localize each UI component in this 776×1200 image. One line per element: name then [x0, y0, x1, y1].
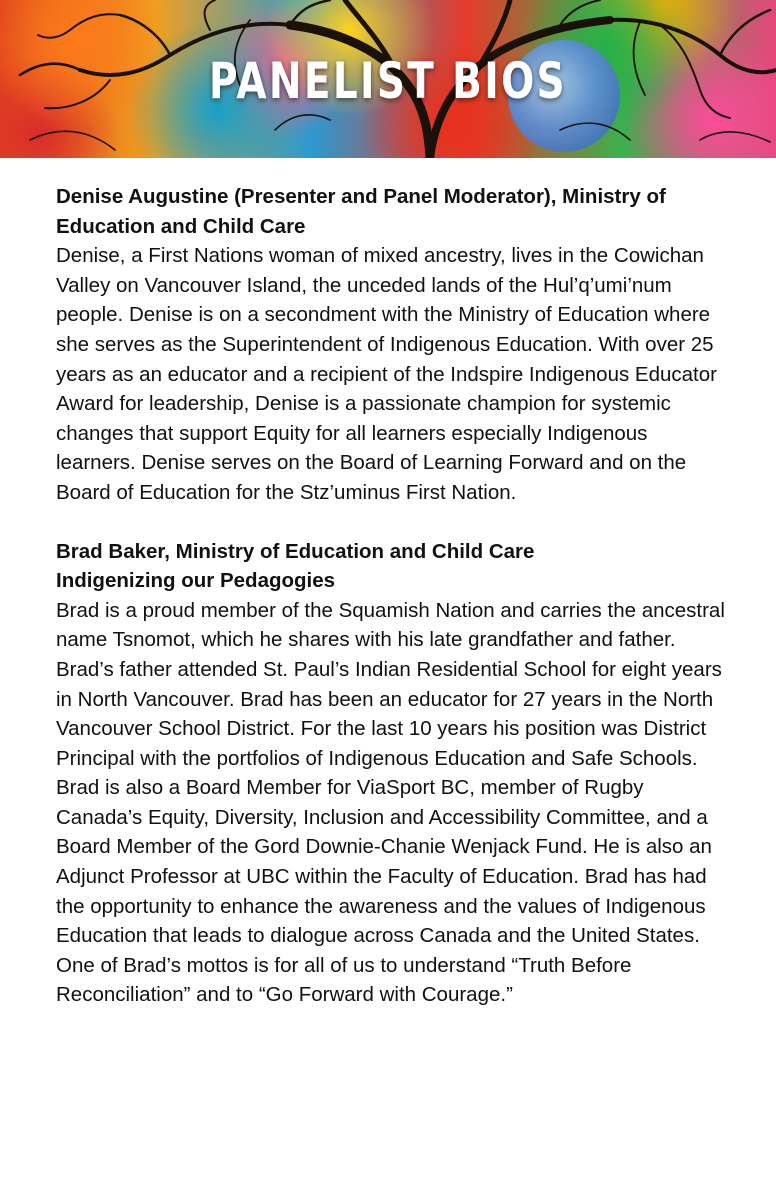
header-banner: [0, 0, 776, 158]
bio-heading-line: Brad Baker, Ministry of Education and Child Care: [56, 539, 535, 563]
bio-text: Denise, a First Nations woman of mixed ancestry, lives in the Cowichan Valley on Vancouver Island, the unceded lands of the Hul’q’umi’num people. Denise is on a secondment with the Ministry of Education where she serves as the Superintendent of Indigenous Education. With over 25 years as an educator and a recipient of the Indspire Indigenous Educator Award for leadership, Denise is a passionate champion for systemic changes that support Equity for all learners especially Indigenous learners. Denise serves on the Board of Learning Forward and on the Board of Education for the Stz’uminus First Nation.: [56, 244, 717, 504]
bio-text: Brad is a proud member of the Squamish Nation and carries the ancestral name Tsnomot, which he shares with his late grandfather and father. Brad’s father attended St. Paul’s Indian Residential School for eight years in North Vancouver. Brad has been an educator for 27 years in the North Vancouver School District. For the last 10 years his position was District Principal with the portfolios of Indigenous Education and Safe Schools. Brad is also a Board Member for ViaSport BC, member of Rugby Canada’s Equity, Diversity, Inclusion and Accessibility Committee, and a Board Member of the Gord Downie-Chanie Wenjack Fund. He is also an Adjunct Professor at UBC within the Faculty of Education. Brad has had the opportunity to enhance the awareness and the values of Indigenous Education that leads to dialogue across Canada and the United States. One of Brad’s mottos is for all of us to understand “Truth Before Reconciliation” and to “Go Forward with Courage.”: [56, 598, 725, 1007]
bio-heading: [56, 537, 728, 596]
bio-heading: [56, 182, 728, 241]
bios-content: [56, 182, 728, 1010]
bio-heading-subtitle: Indigenizing our Pedagogies: [56, 569, 336, 593]
bio-heading-line: Denise Augustine (Presenter and Panel Moderator), Ministry of Education and Child Care: [56, 185, 666, 238]
page-title: PANELIST BIOS: [208, 52, 567, 110]
bio-section-brad-baker: [56, 537, 728, 1011]
bio-section-denise-augustine: [56, 182, 728, 508]
